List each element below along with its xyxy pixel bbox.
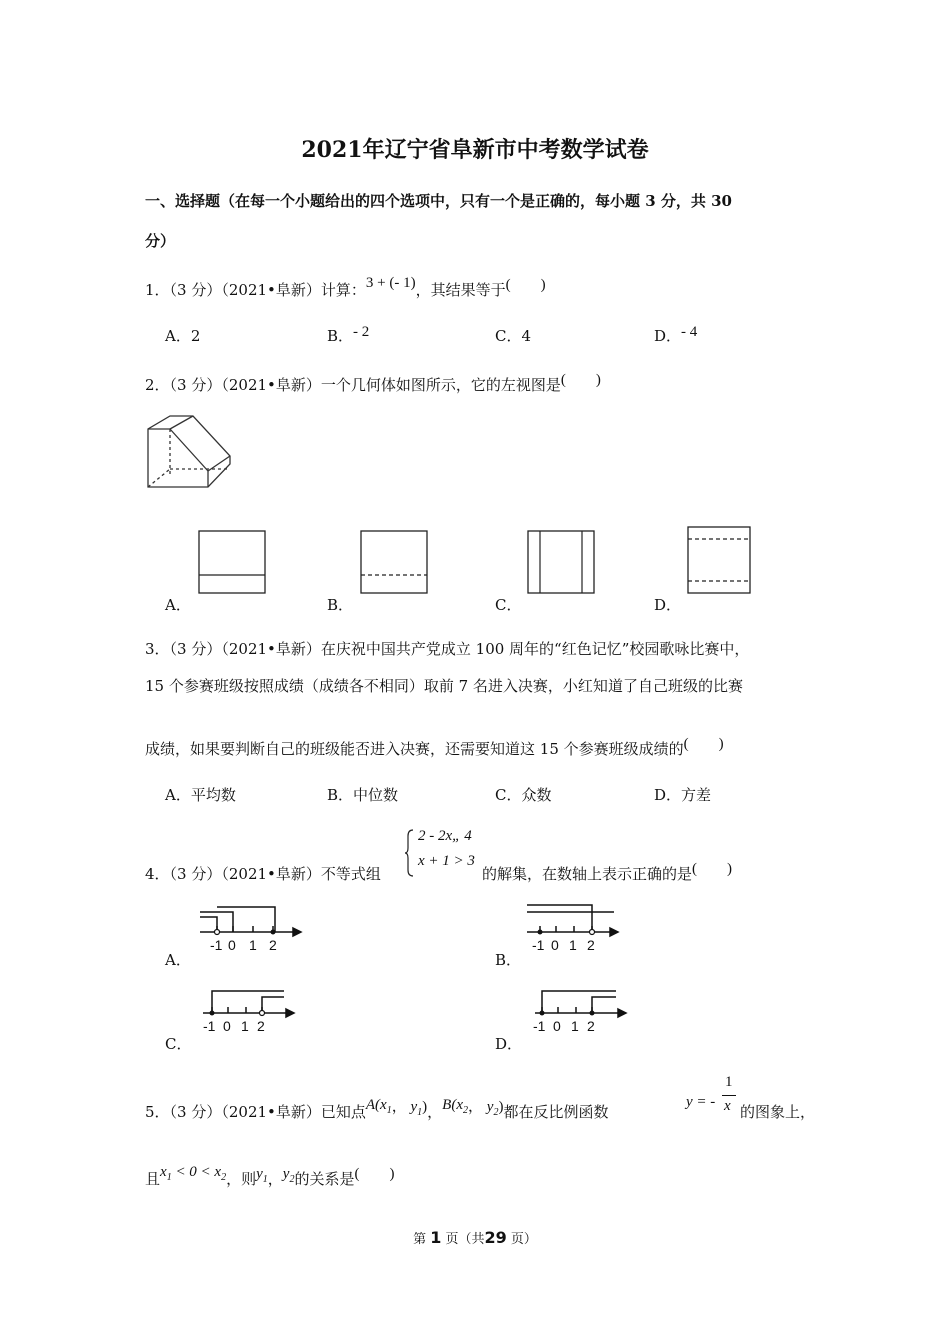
svg-text:0: 0 (228, 937, 236, 953)
q5-fraction-bar (722, 1095, 736, 1096)
svg-text:0: 0 (551, 937, 559, 953)
q4-option-a-numberline[interactable] (195, 902, 305, 954)
q2-option-b[interactable]: B． (327, 596, 354, 614)
q4-suffix-line: 的解集，在数轴上表示正确的是( ) (482, 861, 733, 883)
q2-option-a[interactable]: A． (165, 596, 191, 614)
q4-option-d[interactable]: D． (495, 1035, 523, 1053)
svg-text:1: 1 (571, 1018, 579, 1034)
q4-option-c[interactable]: C． (165, 1035, 192, 1053)
q1-option-a[interactable]: A．2 (165, 327, 201, 345)
q4-option-c-numberline[interactable] (198, 985, 308, 1037)
svg-text:2: 2 (587, 937, 595, 953)
q2-option-a-view[interactable] (198, 530, 266, 594)
svg-text:1: 1 (241, 1018, 249, 1034)
q4-inequality-1: 2 - 2x„ 4 (418, 828, 472, 844)
question-5-line1: 5．（3 分）（2021•阜新）已知点$A(x_1$， $y_1$)，$B(x_2$， $y_2$)都在反比例函数 (145, 1097, 609, 1121)
q2-option-b-view[interactable] (360, 530, 428, 594)
q1-suffix: ，其结果等于 (415, 281, 506, 299)
q5-suffix: 的图象上， (740, 1103, 816, 1121)
svg-text:1: 1 (569, 937, 577, 953)
q2-option-c[interactable]: C． (495, 596, 522, 614)
q1-option-c[interactable]: C．4 (495, 327, 532, 345)
q3-option-a[interactable]: A．平均数 (165, 786, 236, 804)
q4-option-d-numberline[interactable] (530, 985, 640, 1037)
q2-option-c-view[interactable] (527, 530, 595, 594)
q2-option-d[interactable]: D． (654, 596, 682, 614)
question-2: 2．（3 分）（2021•阜新）一个几何体如图所示，它的左视图是( ) (145, 372, 601, 394)
svg-text:2: 2 (587, 1018, 595, 1034)
svg-text:-1: -1 (203, 1018, 216, 1034)
svg-text:2: 2 (257, 1018, 265, 1034)
page-footer: 第 1 页（共29 页） (413, 1228, 537, 1247)
question-3-line1: 3．（3 分）（2021•阜新）在庆祝中国共产党成立 100 周年的“红色记忆”校园歌咏比赛中， (145, 640, 750, 658)
q1-prefix: 1．（3 分）（2021•阜新）计算： (145, 281, 366, 299)
q4-inequality-2: x + 1 > 3 (418, 853, 475, 869)
question-3-line3: 成绩，如果要判断自己的班级能否进入决赛，还需要知道这 15 个参赛班级成绩的( ) (145, 736, 724, 758)
svg-text:-1: -1 (210, 937, 223, 953)
svg-text:0: 0 (553, 1018, 561, 1034)
svg-text:-1: -1 (532, 937, 545, 953)
q1-option-b[interactable]: B．- 2 (327, 324, 370, 345)
q1-option-d[interactable]: D．- 4 (654, 324, 698, 345)
question-3-line2: 15 个参赛班级按照成绩（成绩各不相同）取前 7 名进入决赛，小红知道了自己班级的比赛 (145, 677, 743, 695)
page-title: 2021年辽宁省阜新市中考数学试卷 (301, 137, 649, 163)
q4-system-brace (405, 828, 415, 878)
section-heading-line1: 一、选择题（在每一个小题给出的四个选项中，只有一个是正确的，每小题 3 分，共 30 (145, 192, 732, 210)
svg-text:1: 1 (249, 937, 257, 953)
q5-function-numerator: 1 (725, 1074, 733, 1090)
q2-solid-figure (145, 414, 235, 489)
q4-option-b-numberline[interactable] (522, 902, 632, 954)
svg-text:-1: -1 (533, 1018, 546, 1034)
question-5-line2: 且$x_1 < 0 < x_2$，则$y_1$，$y_2$的关系是( ) (145, 1164, 395, 1188)
q2-option-d-view[interactable] (687, 526, 751, 594)
svg-text:2: 2 (269, 937, 277, 953)
q3-option-d[interactable]: D．方差 (654, 786, 712, 804)
q1-answer-paren: ( ) (505, 277, 546, 293)
svg-text:0: 0 (223, 1018, 231, 1034)
q1-expression: 3 + (- 1) (365, 275, 416, 291)
q4-option-a[interactable]: A． (165, 951, 191, 969)
section-heading-line2: 分） (145, 232, 176, 250)
q5-function-denominator: x (724, 1098, 731, 1114)
q5-function-lhs: y = - (686, 1094, 716, 1110)
q3-option-b[interactable]: B．中位数 (327, 786, 399, 804)
q4-option-b[interactable]: B． (495, 951, 522, 969)
q4-prefix: 4．（3 分）（2021•阜新）不等式组 (145, 865, 381, 883)
question-1 (145, 275, 546, 300)
q3-option-c[interactable]: C．众数 (495, 786, 552, 804)
